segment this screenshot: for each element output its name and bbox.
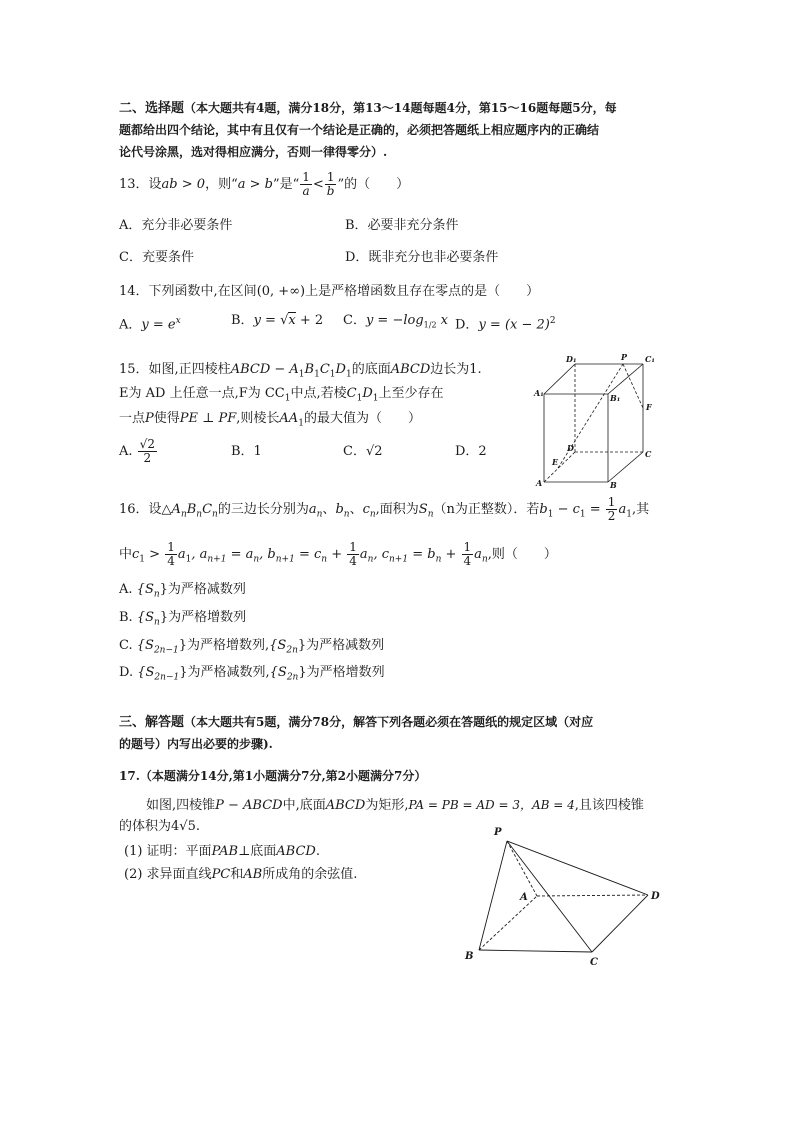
- q13-frac2: $\frac{1}{b}$: [326, 170, 335, 198]
- edge-a1d1: [544, 364, 575, 394]
- section2-title: 二、选择题: [119, 101, 185, 116]
- section3-title: 三、解答题: [119, 715, 185, 730]
- q15-line2: E为 AD 上任意一点,F为 $CC_1$中点,若棱$C_1D_1$上至少存在: [119, 386, 444, 404]
- q15-line1: 15．如图,正四棱柱ABCD − $A_1B_1C_1D_1$的底面ABCD边长为1.: [119, 362, 482, 380]
- q17-para-line2: 的体积为4√5.: [119, 819, 200, 834]
- q13-ineq: a > b: [237, 177, 273, 192]
- label-a: A: [520, 892, 528, 903]
- q14-option-a: A．$y = e^x$: [119, 316, 181, 333]
- section3-heading: [119, 713, 593, 732]
- section2-heading-line3: 论代号涂黑，选对得相应满分，否则一律得零分）.: [119, 145, 388, 159]
- q14-stem-b: 上是严格增函数且存在零点的是（ ）: [305, 284, 540, 299]
- q13-cond: ab > 0: [161, 177, 206, 192]
- label-a: A: [536, 478, 543, 488]
- section2-heading-line2: 题都给出四个结论，其中有且仅有一个结论是正确的，必须把答题纸上相应题序内的正确结: [119, 123, 600, 137]
- label-c: C: [645, 449, 652, 459]
- edge-pb: [479, 841, 507, 950]
- edge-bc: [608, 452, 643, 482]
- q16-option-c: C. $\{S_{2n-1}\}$为严格增数列$,\{S_{2n}\}$为严格减数列: [119, 638, 385, 656]
- q14-option-b: B．y = √x + 2: [231, 313, 324, 328]
- label-b1: B₁: [610, 393, 621, 403]
- q13-stem-c: ”是“: [272, 177, 300, 192]
- q16-option-a: A. $\{S_n\}$为严格减数列: [119, 582, 246, 600]
- label-p: P: [494, 827, 502, 838]
- label-b: B: [610, 480, 617, 488]
- edge-b1c1: [608, 364, 643, 394]
- q15-prism-figure: [530, 352, 660, 488]
- section2-heading: [119, 99, 617, 118]
- edge-cd: [592, 895, 648, 952]
- q13-frac1: $\frac{1}{a}$: [302, 170, 310, 198]
- q14-interval: (0, +∞): [256, 284, 306, 299]
- q15-option-b: B．1: [231, 444, 262, 459]
- edge-ad: [537, 895, 648, 896]
- section3-heading-line2: 的题号）内写出必要的步骤).: [119, 737, 273, 751]
- label-c: C: [590, 957, 598, 968]
- q17-para-line1: 如图,四棱锥P − ABCD中,底面ABCD为矩形,PA = PB = AD = 3，AB = 4,且该四棱锥: [146, 798, 644, 813]
- q16-option-d: D. $\{S_{2n-1}\}$为严格减数列$,\{S_{2n}\}$为严格增数列: [119, 665, 385, 683]
- label-p: P: [621, 352, 628, 362]
- q16-option-b: B. $\{S_n\}$为严格增数列: [119, 610, 247, 628]
- q13-option-d: D．既非充分也非必要条件: [345, 250, 499, 265]
- q15-option-d: D．2: [455, 444, 487, 459]
- edge-bc: [479, 950, 592, 952]
- q13-lt: <: [312, 177, 324, 192]
- segment-pf: [623, 364, 643, 408]
- q13-option-c: C．充要条件: [119, 250, 194, 265]
- section3-instructions: （本大题共有5题，满分78分，解答下列各题必须在答题纸的规定区域（对应: [184, 715, 594, 729]
- label-b: B: [465, 951, 474, 962]
- label-d: D: [651, 891, 660, 902]
- section2-instructions: （本大题共有4题，满分18分，第13～14题每题4分，第15～16题每题5分，每: [184, 101, 617, 115]
- q14-option-d: D．$y = (x - 2)^2$: [455, 316, 556, 333]
- q13-option-b: B．必要非充分条件: [345, 218, 459, 233]
- q13-stem-d: ”的（ ）: [337, 177, 410, 192]
- q15-option-c: C．√2: [343, 444, 383, 459]
- q14-stem: [119, 283, 539, 301]
- edge-pa: [507, 841, 537, 896]
- q17-sub1: (1) 证明：平面PAB⊥底面ABCD.: [124, 844, 320, 859]
- q17-sub2: (2) 求异面直线PC和AB所成角的余弦值.: [124, 867, 358, 882]
- q14-stem-a: 14．下列函数中,在区间: [119, 284, 257, 299]
- q13-stem-a: 13．设: [119, 177, 162, 192]
- label-c1: C₁: [645, 354, 655, 364]
- label-a1: A₁: [534, 388, 544, 398]
- q16-line2: 中$c_1$ > $\frac{1}{4}$ $a_1$, $a_{n+1} = a_n$, $b_{n+1} = c_n$ + $\frac{1}{4}$ $a_n$, $c_{n+1} = b_n$ + $\frac{1}{4}$ $a_n$,则（ ）: [119, 540, 557, 568]
- q13-option-a: A．充分非必要条件: [119, 218, 233, 233]
- edge-ad: [544, 452, 575, 482]
- label-e: E: [552, 457, 559, 467]
- label-d: D: [567, 443, 574, 453]
- q13-stem-b: ，则“: [205, 177, 238, 192]
- label-d1: D₁: [566, 354, 577, 364]
- q16-line1: 16．设$\triangle A_nB_nC_n$的三边长分别为$a_n$、$b_n$、$c_n$,面积为$S_n(n$为正整数）．若$b_1 - c_1$ = $\frac{1}{2}$ $a_1$,其: [119, 495, 650, 523]
- edge-ab: [479, 896, 537, 950]
- q15-line3: 一点P使得PE ⊥ PF,则棱长$AA_1$的最大值为（ ）: [119, 411, 421, 429]
- q14-option-c: C．$y = -\log_{1/2}$ x: [343, 313, 448, 330]
- q13-stem: [119, 171, 409, 198]
- q17-heading: 17.（本题满分14分,第1小题满分7分,第2小题满分7分）: [119, 769, 427, 783]
- q17-pyramid-figure: [460, 822, 666, 968]
- q15-option-a: A. $\frac{√2}{2}$: [119, 437, 155, 465]
- label-f: F: [646, 402, 652, 412]
